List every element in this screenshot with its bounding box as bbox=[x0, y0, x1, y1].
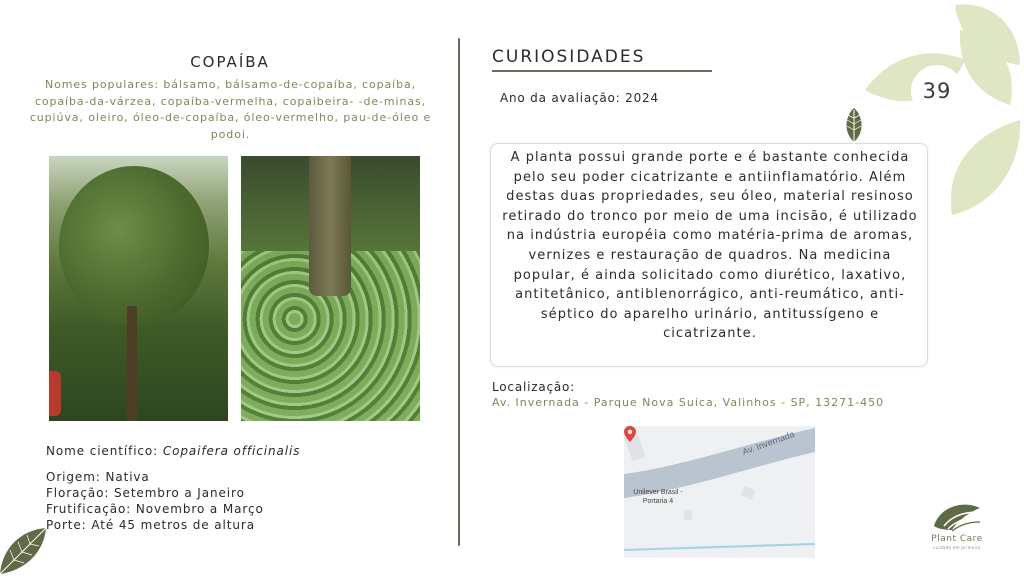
size-text: Porte: Até 45 metros de altura bbox=[46, 518, 255, 532]
title-underline bbox=[492, 70, 712, 72]
map-pin-icon bbox=[624, 426, 636, 442]
map-poi-label: Unilever Brasil - Portaria 4 bbox=[633, 489, 683, 505]
plant-title: COPAÍBA bbox=[190, 53, 270, 71]
location-label: Localização: bbox=[492, 380, 576, 394]
trunk-photo bbox=[241, 156, 420, 421]
tree-photo bbox=[49, 156, 228, 421]
popular-names: Nomes populares: bálsamo, bálsamo-de-copaíba, copaíba, copaíba-da-várzea, copaíba-vermelha, copaibeira- -de-minas, cupiúva, oleiro, óleo-de-copaíba, óleo-vermelho, pau-de-óleo e podoi. bbox=[29, 78, 432, 141]
column-divider bbox=[458, 38, 460, 546]
corner-leaf-icon bbox=[0, 524, 48, 576]
brand-tagline: cuidado em primeiro bbox=[933, 545, 981, 550]
leaf-icon bbox=[843, 108, 865, 148]
location-address: Av. Invernada - Parque Nova Suica, Valinhos - SP, 13271-450 bbox=[492, 396, 885, 409]
flowering-text: Floração: Setembro a Janeiro bbox=[46, 486, 245, 500]
evaluation-year: Ano da avaliação: 2024 bbox=[500, 91, 659, 105]
scientific-name-line bbox=[46, 444, 300, 458]
map-road-label: Av. Invernada bbox=[740, 428, 796, 458]
location-map[interactable] bbox=[624, 426, 815, 558]
page-number: 39 bbox=[911, 65, 963, 117]
curiosities-title: CURIOSIDADES bbox=[492, 47, 646, 67]
plant-care-logo-icon bbox=[930, 500, 984, 534]
scientific-name: Copaifera officinalis bbox=[162, 444, 301, 458]
scientific-label: Nome científico: bbox=[46, 444, 163, 458]
brand-name: Plant Care bbox=[931, 534, 983, 544]
fruiting-text: Frutificação: Novembro a Março bbox=[46, 502, 264, 516]
origin-text: Origem: Nativa bbox=[46, 470, 150, 484]
description-text: A planta possui grande porte e é bastante conhecida pelo seu poder cicatrizante e antiinflamatório. Além destas duas propriedades, seu óleo, material resinoso retirado do tronco por meio de uma incisão, é utilizado na indústria européia como matéria-prima de aromas, vernizes e restauração de quadros. Na medicina popular, é ainda solicitado como diurético, laxativo, antitetânico, antiblenorrágico, anti-reumático, anti-séptico do aparelho urinário, antitussígeno e cicatrizante. bbox=[502, 150, 918, 342]
